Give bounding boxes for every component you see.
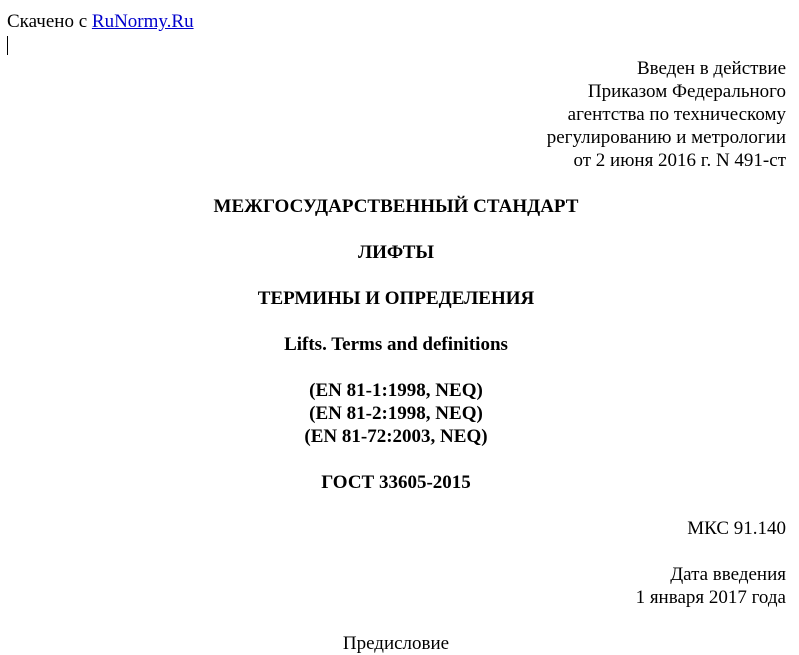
standard-code: ГОСТ 33605-2015 <box>321 472 471 493</box>
standard-title-en: Lifts. Terms and definitions <box>284 334 508 355</box>
effective-date-label: Дата введения <box>670 564 786 585</box>
standard-subject: ЛИФТЫ <box>357 242 435 263</box>
approval-line: Приказом Федерального <box>587 81 786 102</box>
approval-line: агентства по техническому <box>567 104 786 125</box>
approval-line: от 2 июня 2016 г. N 491-ст <box>573 150 786 171</box>
download-source-prefix: Скачено с <box>7 11 92 32</box>
download-source-line <box>7 10 194 33</box>
effective-date-block <box>636 563 786 609</box>
reference-line: (EN 81-1:1998, NEQ) <box>309 380 483 401</box>
standard-title: ТЕРМИНЫ И ОПРЕДЕЛЕНИЯ <box>257 288 535 309</box>
standard-kind: МЕЖГОСУДАРСТВЕННЫЙ СТАНДАРТ <box>213 196 579 217</box>
effective-date-value: 1 января 2017 года <box>635 587 786 608</box>
text-cursor <box>7 36 8 55</box>
approval-line: Введен в действие <box>636 58 786 79</box>
approval-block <box>547 57 786 172</box>
reference-line: (EN 81-72:2003, NEQ) <box>304 426 488 447</box>
approval-line: регулированию и метрологии <box>546 127 786 148</box>
reference-line: (EN 81-2:1998, NEQ) <box>309 403 483 424</box>
standard-references <box>0 379 792 448</box>
mks-code: МКС 91.140 <box>687 518 786 539</box>
source-link[interactable]: RuNormy.Ru <box>91 11 194 32</box>
foreword-heading: Предисловие <box>342 633 450 654</box>
